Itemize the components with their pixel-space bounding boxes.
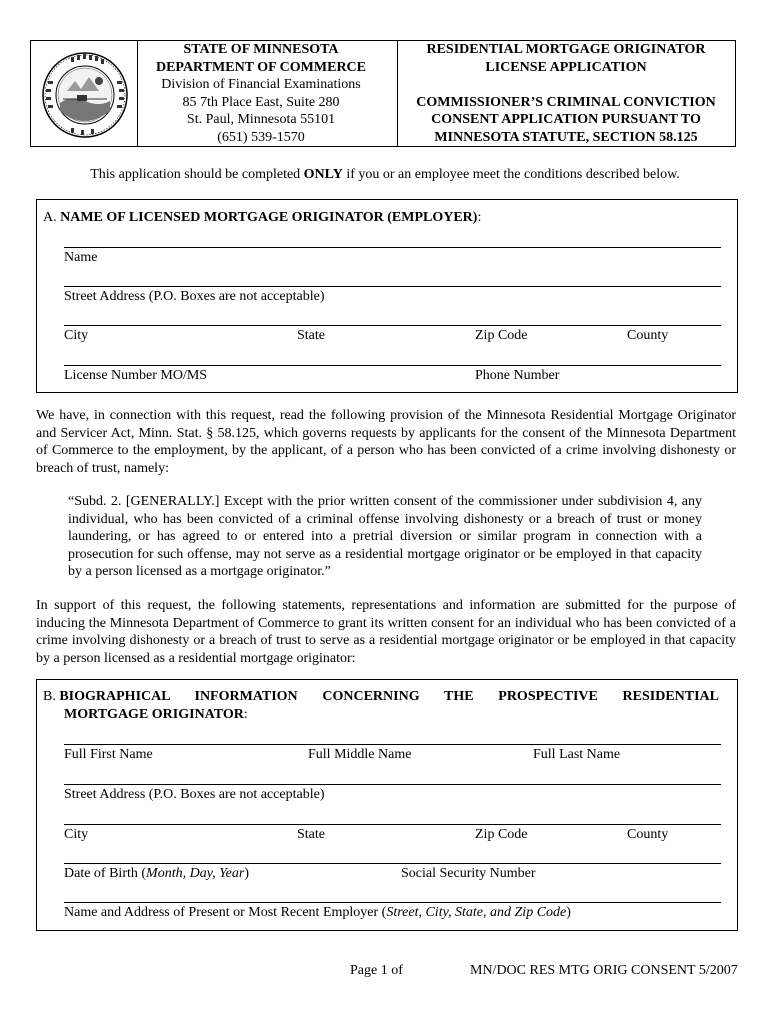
consent-title-line-1: COMMISSIONER’S CRIMINAL CONVICTION	[416, 94, 716, 110]
dob-ssn-field[interactable]	[64, 863, 721, 864]
first-name-label: Full First Name	[64, 747, 153, 762]
originator-city-label: City	[64, 827, 89, 842]
originator-street-label: Street Address (P.O. Boxes are not acceptable)	[64, 787, 325, 802]
support-paragraph: In support of this request, the following statements, representations and information are submitted for the purpose of inducing the Minnesota Department of Commerce to grant its written consent for an individual who has been convicted of a crime involving dishonesty or a breach of trust to serve as a residential mortgage originator or be employed in that capacity by a person licensed as a residential mortgage originator:	[36, 598, 736, 666]
full-name-field[interactable]	[64, 744, 721, 745]
address-line-2: St. Paul, Minnesota 55101	[186, 112, 336, 128]
originator-city-state-zip-field[interactable]	[64, 824, 721, 825]
form-id: MN/DOC RES MTG ORIG CONSENT 5/2007	[470, 963, 738, 978]
statute-intro-paragraph: We have, in connection with this request, read the following provision of the Minnesota Residential Mortgage Originator and Servicer Act, Minn. Stat. § 58.125, which governs requests by applicants for the consent of the Minnesota Department of Commerce to the employment, by the applicant, of a person who has been convicted of a crime involving dishonesty or breach of trust, namely:	[36, 408, 736, 476]
department-name: DEPARTMENT OF COMMERCE	[155, 59, 367, 75]
application-title-block	[396, 41, 736, 147]
recent-employer-label-text: Name and Address of Present or Most Recent Employer (	[64, 905, 387, 920]
intro-after: if you or an employee meet the conditions described below.	[342, 167, 680, 182]
recent-employer-label-close: )	[566, 905, 571, 920]
recent-employer-format-text: Street, City, State, and Zip Code	[386, 905, 567, 920]
section-b-heading-line-1: BIOGRAPHICAL INFORMATION CONCERNING THE PROSPECTIVE RESIDENTIAL	[59, 689, 719, 704]
dob-format-text: Month, Day, Year	[146, 866, 245, 881]
intro-before: This application should be completed	[90, 167, 304, 182]
employer-city-state-zip-field[interactable]	[64, 325, 721, 326]
header-box	[30, 40, 736, 147]
section-b-colon: :	[243, 707, 248, 722]
page-number: Page 1 of	[350, 963, 403, 978]
section-a-box	[36, 199, 738, 393]
consent-title-line-3: MINNESOTA STATUTE, SECTION 58.125	[434, 129, 698, 145]
intro-emphasis: ONLY	[303, 167, 343, 182]
app-title-line-2: LICENSE APPLICATION	[485, 59, 647, 75]
employer-county-label: County	[627, 328, 669, 343]
statute-quote: “Subd. 2. [GENERALLY.] Except with the prior written consent of the commissioner under subdivision 4, any individual, who has been convicted of a criminal offense involving dishonesty or a breach of trust or money laundering, or has agreed to or entered into a pretrial diversion or similar program in connection with a prosecution for such offense, may not serve as a residential mortgage originator or be employed in that capacity by a person licensed as a mortgage originator.”	[68, 494, 702, 579]
originator-zip-label: Zip Code	[475, 827, 528, 842]
employer-name-field[interactable]	[64, 247, 721, 248]
section-a-colon: :	[477, 210, 482, 225]
employer-street-field[interactable]	[64, 286, 721, 287]
section-b-heading-line-2: MORTGAGE ORIGINATOR	[64, 707, 244, 722]
recent-employer-label	[64, 905, 571, 921]
app-title-line-1: RESIDENTIAL MORTGAGE ORIGINATOR	[426, 42, 706, 57]
dob-label-text: Date of Birth (	[64, 866, 147, 881]
address-line-1: 85 7th Place East, Suite 280	[182, 94, 340, 110]
originator-county-label: County	[627, 827, 669, 842]
ssn-label: Social Security Number	[401, 866, 536, 881]
state-name: STATE OF MINNESOTA	[183, 42, 339, 57]
dob-label-close: )	[244, 866, 249, 881]
employer-street-label: Street Address (P.O. Boxes are not acceptable)	[64, 289, 325, 304]
department-phone: (651) 539-1570	[217, 129, 305, 145]
section-b-box	[36, 679, 738, 931]
section-a-title	[43, 210, 481, 226]
section-b-title	[43, 688, 719, 724]
employer-state-label: State	[297, 328, 325, 343]
section-a-heading: NAME OF LICENSED MORTGAGE ORIGINATOR (EMPLOYER)	[60, 210, 478, 225]
license-number-label: License Number MO/MS	[64, 368, 208, 383]
originator-state-label: State	[297, 827, 325, 842]
section-b-letter: B.	[43, 689, 60, 704]
dob-label	[64, 866, 249, 882]
state-seal-image	[41, 51, 129, 139]
employer-phone-label: Phone Number	[475, 368, 560, 383]
department-block	[136, 41, 386, 147]
employer-info-field[interactable]	[64, 902, 721, 903]
employer-name-label: Name	[64, 250, 98, 265]
middle-name-label: Full Middle Name	[308, 747, 412, 762]
section-a-letter: A.	[43, 210, 61, 225]
division-name: Division of Financial Examinations	[161, 77, 361, 93]
last-name-label: Full Last Name	[533, 747, 621, 762]
consent-title-line-2: CONSENT APPLICATION PURSUANT TO	[431, 112, 701, 128]
employer-city-label: City	[64, 328, 89, 343]
employer-zip-label: Zip Code	[475, 328, 528, 343]
originator-street-field[interactable]	[64, 784, 721, 785]
employer-license-phone-field[interactable]	[64, 365, 721, 366]
intro-text	[0, 167, 770, 183]
